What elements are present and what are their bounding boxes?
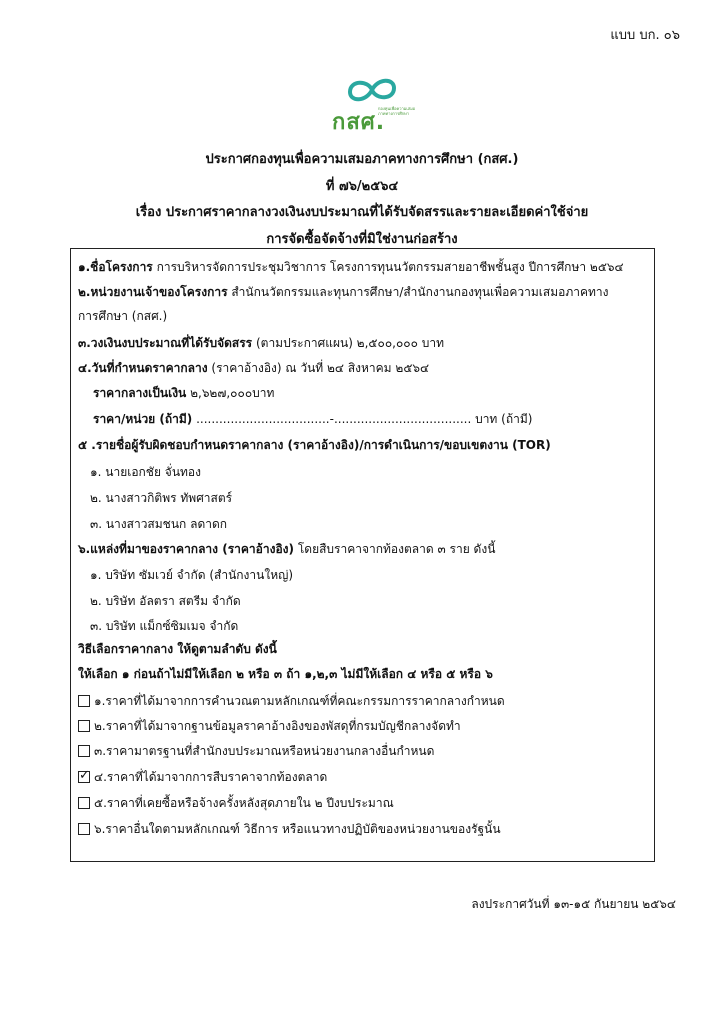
option-3-checkbox[interactable]: [78, 745, 90, 757]
infinity-icon: [342, 76, 402, 104]
item-5-person-2: ๒. นางสาวกิติพร ทัพศาสตร์: [90, 491, 233, 505]
item-4-price-label: ราคากลางเป็นเงิน: [93, 386, 187, 400]
header-line-2: ที่ ๗๖/๒๕๖๔: [325, 179, 399, 194]
item-4-price-value: ๒,๖๒๗,๐๐๐บาท: [190, 386, 275, 400]
logo-subtext: กองทุนเพื่อความเสมอภาคทางการศึกษา: [378, 106, 416, 116]
item-6-label: ๖.แหล่งที่มาของราคากลาง (ราคาอ้างอิง): [78, 542, 294, 556]
item-3: [78, 334, 444, 353]
item-6: [78, 540, 495, 559]
option-5[interactable]: [78, 794, 394, 813]
gsf-logo: [328, 84, 418, 134]
item-1-value: การบริหารจัดการประชุมวิชาการ โครงการทุนนวัตกรรมสายอาชีพชั้นสูง ปีการศึกษา ๒๕๖๔: [156, 260, 624, 274]
header-line-3: เรื่อง ประกาศราคากลางวงเงินงบประมาณที่ได้รับจัดสรรและรายละเอียดค่าใช้จ่าย: [135, 205, 589, 220]
item-1: [78, 258, 624, 277]
option-1-label: ๑.ราคาที่ได้มาจากการคำนวณตามหลักเกณฑ์ที่คณะกรรมการราคากลางกำหนด: [94, 694, 505, 708]
item-6-value: โดยสืบราคาจากท้องตลาด ๓ ราย ดังนี้: [297, 542, 496, 556]
item-6-source-2: ๒. บริษัท อัลตรา สตรีม จำกัด: [90, 594, 241, 608]
option-2-label: ๒.ราคาที่ได้มาจากฐานข้อมูลราคาอ้างอิงของพัสดุที่กรมบัญชีกลางจัดทำ: [94, 719, 461, 733]
option-1[interactable]: [78, 692, 505, 711]
item-1-label: ๑.ชื่อโครงการ: [78, 260, 153, 274]
item-4-unit-value: ...................................-.................................... บาท (ถ้ามี): [196, 412, 533, 426]
option-5-label: ๕.ราคาที่เคยซื้อหรือจ้างครั้งหลังสุดภายใน ๒ ปีงบประมาณ: [94, 796, 394, 810]
form-code: แบบ บก. ๐๖: [610, 28, 680, 43]
option-3[interactable]: [78, 742, 434, 761]
item-5-person-1: ๑. นายเอกชัย จั่นทอง: [90, 465, 201, 479]
option-3-label: ๓.ราคามาตรฐานที่สำนักงบประมาณหรือหน่วยงานกลางอื่นกำหนด: [94, 744, 435, 758]
option-6[interactable]: [78, 820, 501, 839]
header-line-4: การจัดซื้อจัดจ้างที่มิใช่งานก่อสร้าง: [266, 232, 458, 247]
item-2-value: สำนักนวัตกรรมและทุนการศึกษา/สำนักงานกองทุนเพื่อความเสมอภาคทาง: [231, 285, 609, 299]
method-rule: ให้เลือก ๑ ก่อนถ้าไม่มีให้เลือก ๒ หรือ ๓ ถ้า ๑,๒,๓ ไม่มีให้เลือก ๔ หรือ ๕ หรือ ๖: [78, 667, 493, 681]
option-6-label: ๖.ราคาอื่นใดตามหลักเกณฑ์ วิธีการ หรือแนวทางปฏิบัติของหน่วยงานของรัฐนั้น: [94, 822, 501, 836]
item-4: [78, 359, 429, 378]
item-4-unit: [93, 410, 532, 429]
option-4-checkbox[interactable]: [78, 771, 90, 783]
header-line-1: ประกาศกองทุนเพื่อความเสมอภาคทางการศึกษา (กสศ.): [205, 152, 519, 167]
item-3-label: ๓.วงเงินงบประมาณที่ได้รับจัดสรร: [78, 336, 253, 350]
item-6-source-3: ๓. บริษัท แม็กซ์ซิมเมจ จำกัด: [90, 619, 239, 633]
item-2: [78, 283, 609, 302]
option-6-checkbox[interactable]: [78, 823, 90, 835]
option-4-label: ๔.ราคาที่ได้มาจากการสืบราคาจากท้องตลาด: [94, 770, 328, 784]
item-6-source-1: ๑. บริษัท ซัมเวย์ จำกัด (สำนักงานใหญ่): [90, 568, 294, 582]
option-2[interactable]: [78, 717, 461, 736]
item-5-person-3: ๓. นางสาวสมชนก ลดาดก: [90, 517, 228, 531]
logo-text: กสศ.: [332, 110, 386, 135]
item-4-label: ๔.วันที่กำหนดราคากลาง: [78, 361, 208, 375]
item-2-label: ๒.หน่วยงานเจ้าของโครงการ: [78, 285, 228, 299]
option-5-checkbox[interactable]: [78, 797, 90, 809]
option-4[interactable]: [78, 768, 327, 787]
item-4-value: (ราคาอ้างอิง) ณ วันที่ ๒๔ สิงหาคม ๒๕๖๔: [211, 361, 430, 375]
option-1-checkbox[interactable]: [78, 695, 90, 707]
option-2-checkbox[interactable]: [78, 720, 90, 732]
item-4-unit-label: ราคา/หน่วย (ถ้ามี): [93, 412, 193, 426]
item-5-label: ๕ .รายชื่อผู้รับผิดชอบกำหนดราคากลาง (ราคาอ้างอิง)/การดำเนินการ/ขอบเขตงาน (TOR): [78, 438, 551, 452]
item-4-price: [93, 384, 274, 403]
method-title: วิธีเลือกราคากลาง ให้ดูตามลำดับ ดังนี้: [78, 642, 277, 656]
item-2-cont: การศึกษา (กสศ.): [78, 309, 168, 323]
item-3-value: (ตามประกาศแผน) ๒,๕๐๐,๐๐๐ บาท: [255, 336, 445, 350]
announcement-date: ลงประกาศวันที่ ๑๓-๑๕ กันยายน ๒๕๖๔: [471, 897, 676, 911]
